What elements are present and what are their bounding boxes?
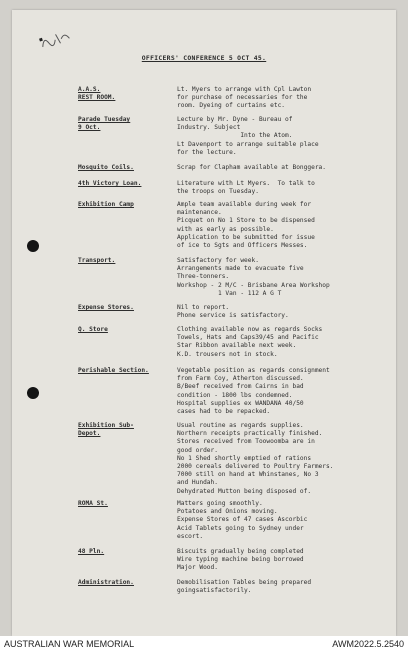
entry-line: Matters going smoothly. — [177, 500, 263, 507]
entry-line: Literature with Lt Myers. To talk to — [177, 180, 315, 187]
entry-line: Usual routine as regards supplies. — [177, 422, 304, 429]
entry-line: Lt. Myers to arrange with Cpl Lawton — [177, 86, 312, 93]
entry-line: Potatoes and Onions moving. — [177, 508, 278, 516]
entry-line: and Hundah. — [177, 479, 218, 487]
entry-line: Vegetable position as regards consignment — [177, 367, 330, 374]
punch-hole — [27, 387, 39, 399]
conference-heading: OFFICERS' CONFERENCE 5 OCT 45. — [141, 54, 267, 62]
entry-label: Administration. — [78, 579, 134, 586]
entry-line: maintenance. — [177, 209, 222, 217]
entry-line: Star Ribbon available next week. — [177, 342, 297, 350]
entry-line: with as early as possible. — [177, 225, 274, 233]
entry-line: Clothing available now as regards Socks — [177, 326, 323, 333]
entry-line: Major Wood. — [177, 564, 218, 572]
entry-line: Three-tonners. — [177, 273, 230, 281]
entry-line: for purchase of necessaries for the — [177, 94, 308, 102]
entry-label: Exhibition Camp — [78, 201, 134, 208]
entry-label: Parade Tuesday — [78, 116, 131, 123]
entry-line: good order. — [177, 446, 218, 454]
entry-line: Arrangements made to evacuate five — [177, 265, 304, 273]
punch-hole — [27, 240, 39, 252]
entry-line: Wire typing machine being borrowed — [177, 556, 304, 564]
entry-line: 2000 cereals delivered to Poultry Farmers. — [177, 463, 334, 471]
entry-line: Towels, Hats and Caps39/45 and Pacific — [177, 334, 319, 342]
archive-name: AUSTRALIAN WAR MEMORIAL — [4, 639, 135, 649]
entry-line: the troops on Tuesday. — [177, 188, 259, 196]
entry-line: Ample team available during week for — [177, 201, 312, 208]
entry-line: 1 Van - 112 A G T — [177, 289, 282, 297]
entry-line: Phone service is satisfactory. — [177, 312, 289, 320]
entry-line: No 1 Shed shortly emptied of rations — [177, 454, 312, 462]
entry-label: 48 Pln. — [78, 548, 105, 555]
entry-line: condition - 1800 lbs condemned. — [177, 391, 293, 399]
entry-line: Stores received from Toowoomba are in — [177, 438, 315, 446]
entry-line: Picquet on No 1 Store to be dispensed — [177, 217, 315, 225]
entry-line: Nil to report. — [177, 304, 230, 311]
entry-line: Expense Stores of 47 cases Ascorbic — [177, 516, 308, 524]
archive-id: AWM2022.5.2540 — [332, 639, 404, 649]
entry-label: Perishable Section. — [78, 367, 149, 374]
entry-label: Exhibition Sub- — [78, 422, 134, 429]
entry-line: Industry. Subject — [177, 124, 241, 132]
entry-line: Scrap for Clapham available at Bonggera. — [177, 164, 327, 171]
entry-label: Transport. — [78, 257, 116, 264]
entry-line: Into the Atom. — [177, 132, 293, 140]
entry-line: of ice to Sgts and Officers Messes. — [177, 242, 308, 250]
entry-label: Q. Store — [78, 326, 108, 333]
entry-line: B/Beef received from Cairns in bad — [177, 383, 304, 391]
archive-footer — [0, 636, 408, 653]
entry-line: room. Dyeing of curtains etc. — [177, 102, 286, 110]
entry-line: Lt Davenport to arrange suitable place — [177, 140, 319, 148]
entry-label: 9 Oct. — [78, 124, 101, 132]
entry-line: from Farm Coy, Atherton discussed. — [177, 375, 304, 383]
entry-line: Demobilisation Tables being prepared — [177, 579, 312, 586]
entry-line: for the lecture. — [177, 148, 237, 156]
entry-label: REST ROOM. — [78, 94, 116, 102]
entry-line: goingsatisfactorily. — [177, 587, 252, 595]
entry-label: Mosquito Coils. — [78, 164, 134, 171]
entry-label: 4th Victory Loan. — [78, 180, 142, 187]
entry-label: Depot. — [78, 430, 101, 438]
entry-line: Dehydrated Mutton being disposed of. — [177, 487, 312, 495]
entry-line: Northern receipts practically finished. — [177, 430, 323, 438]
entry-label: Expense Stores. — [78, 304, 134, 311]
entry-line: 7000 still on hand at Whinstanes, No 3 — [177, 471, 319, 479]
entry-line: cases had to be repacked. — [177, 408, 271, 416]
entry-line: Biscuits gradually being completed — [177, 548, 304, 555]
entry-line: escort. — [177, 532, 204, 540]
entry-line: Satisfactory for week. — [177, 257, 259, 264]
entry-line: Workshop - 2 M/C - Brisbane Area Workshop — [177, 281, 330, 289]
entry-label: A.A.S. — [78, 86, 101, 93]
entry-line: K.D. trousers not in stock. — [177, 350, 278, 358]
entry-line: Hospital supplies ex WANDANA 40/50 — [177, 399, 304, 407]
entry-label: ROMA St. — [78, 500, 108, 507]
entry-line: Application to be submitted for issue — [177, 233, 315, 241]
entry-line: Lecture by Mr. Dyne - Bureau of — [177, 116, 293, 123]
entry-line: Acid Tablets going to Sydney under — [177, 524, 304, 532]
